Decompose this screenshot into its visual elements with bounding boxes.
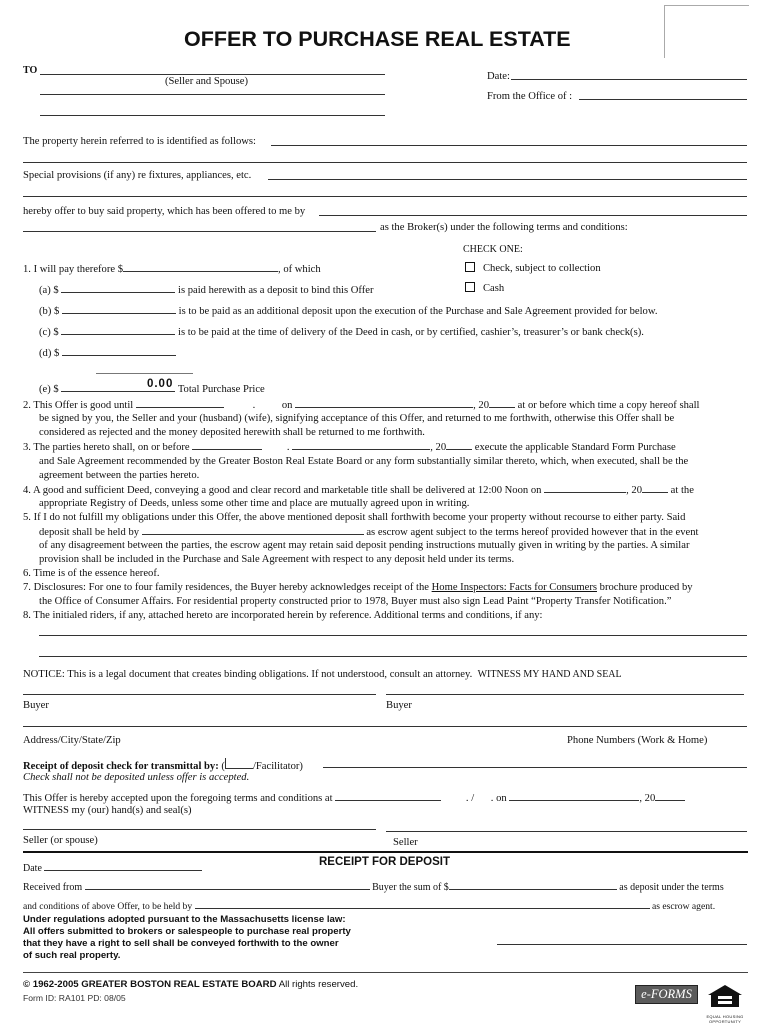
payment-a-row: [39, 283, 373, 297]
term-4-line-2: appropriate Registry of Deeds, unless some other time and place are mutually agreed upon in writing.: [39, 498, 470, 509]
check-collection-label: Check, subject to collection: [482, 263, 601, 274]
facilitator-label: /Facilitator): [252, 761, 303, 772]
term-4-year-prefix: , 20: [626, 485, 642, 496]
rights-label: All rights reserved.: [278, 979, 359, 990]
term-5-tail: as escrow agent subject to the terms hereof provided however that in the event: [366, 527, 699, 538]
deed-date-field[interactable]: [544, 483, 626, 493]
as-deposit-label: as deposit under the terms: [619, 882, 724, 893]
payment-e-text: Total Purchase Price: [177, 384, 265, 395]
buyer-sum-label: Buyer the sum of $: [372, 882, 449, 893]
term-7-line-1: [23, 581, 693, 594]
good-until-date-field[interactable]: [295, 398, 473, 408]
eforms-label: e-FORMS: [641, 987, 692, 1001]
conditions-row: [23, 899, 715, 913]
to-label: TO: [23, 65, 38, 76]
accepted-on: . on: [490, 793, 507, 804]
accepted-slash: . /: [465, 793, 475, 804]
term-2-line-3: considered as rejected and the money deposited herewith shall be returned to me forthwith.: [39, 427, 425, 438]
copyright-label: © 1962-2005 GREATER BOSTON REAL ESTATE BOARD: [23, 979, 277, 990]
equal-housing-logo: [705, 983, 745, 1024]
received-from-row: [23, 880, 724, 894]
corner-mark: [664, 5, 749, 58]
equal-housing-label: EQUAL HOUSING OPPORTUNITY: [706, 1014, 744, 1024]
check-note: Check shall not be deposited unless offer is accepted.: [23, 772, 250, 783]
accepted-label: This Offer is hereby accepted upon the foregoing terms and conditions at: [23, 793, 333, 804]
ps-agreement-field[interactable]: [192, 440, 262, 450]
facilitator-field[interactable]: [225, 758, 253, 769]
seller-field-3[interactable]: [40, 115, 385, 116]
regulations-line-3: that they have a right to sell shall be conveyed forthwith to the owner: [23, 938, 339, 949]
form-id: Form ID: RA101 PD: 08/05: [23, 993, 126, 1003]
special-provisions-field-2[interactable]: [23, 196, 747, 197]
term-2-line-1: 2. This Offer is good until . on , 20 at or before which time a copy hereof shall: [23, 400, 700, 411]
payment-e-row: [39, 378, 265, 396]
accepted-date-field[interactable]: [509, 791, 639, 801]
term-3-line-3: agreement between the parties hereto.: [39, 470, 200, 481]
payment-b-label: (b) $: [39, 306, 60, 317]
payment-b-field[interactable]: [62, 304, 176, 314]
pay-therefore-label: 1. I will pay therefore $: [23, 264, 124, 275]
receipt-title: RECEIPT FOR DEPOSIT: [319, 856, 450, 868]
property-identified-label: The property herein referred to is identified as follows:: [23, 136, 256, 147]
accepted-row: [23, 791, 685, 805]
notice-label: NOTICE: This is a legal document that creates binding obligations. If not understood, consult an attorney.: [23, 669, 473, 680]
payment-a-text: is paid herewith as a deposit to bind this Offer: [178, 285, 374, 296]
subtotal-rule: [96, 373, 193, 374]
check-one-label: CHECK ONE:: [463, 244, 523, 255]
deed-year-field[interactable]: [642, 483, 668, 493]
term-5-line-4: provision shall be included in the Purchase and Sale Agreement with respect to any deposit held under its terms.: [39, 554, 515, 565]
buyer-2-label: Buyer: [386, 700, 412, 711]
received-from-label: Received from: [23, 882, 83, 893]
escrow-agent-field[interactable]: [195, 899, 650, 909]
address-label: Address/City/State/Zip: [23, 735, 121, 746]
term-2-line-2: be signed by you, the Seller and your (husband) (wife), signifying acceptance of this Offer, and returned to me forthwith, otherwise this Offer shall be: [39, 413, 675, 424]
copyright-row: [23, 979, 358, 990]
ps-agreement-year-field[interactable]: [446, 440, 472, 450]
term-3-line-1: 3. The parties hereto shall, on or before . , 20 execute the applicable Standard Form Purchase: [23, 442, 676, 453]
buyer-2-signature-field[interactable]: [386, 694, 744, 695]
term-5-label: deposit shall be held by: [39, 527, 140, 538]
payment-a-field[interactable]: [61, 283, 175, 293]
payment-a-label: (a) $: [39, 285, 59, 296]
regulations-line-2: All offers submitted to brokers or salespeople to purchase real property: [23, 926, 351, 937]
date-field[interactable]: [511, 79, 747, 80]
deposit-amount-field[interactable]: [449, 880, 617, 890]
good-until-field[interactable]: [136, 398, 224, 408]
receipt-signature-field[interactable]: [497, 944, 747, 945]
seller-spouse-signature-field[interactable]: [23, 829, 376, 830]
payment-d-label: (d) $: [39, 348, 60, 359]
payment-d-row: [39, 346, 176, 360]
term-2-tail: at or before which time a copy hereof shall: [517, 400, 700, 411]
equal-housing-icon: [705, 983, 745, 1009]
transmittal-field[interactable]: [323, 767, 747, 768]
total-price-value: 0.00: [146, 378, 174, 390]
cash-label: Cash: [482, 283, 505, 294]
received-from-field[interactable]: [85, 880, 370, 890]
term-7-tail: brochure produced by: [599, 582, 693, 593]
seller-caption: (Seller and Spouse): [165, 76, 248, 87]
term-4-line-1: [23, 483, 694, 497]
payment-b-text: is to be paid as an additional deposit upon the execution of the Purchase and Sale Agreement provided for below.: [178, 306, 658, 317]
accepted-year-prefix: , 20: [639, 793, 656, 804]
seller-field-2[interactable]: [40, 94, 385, 95]
seller-signature-field[interactable]: [386, 831, 747, 832]
seller-label: Seller: [393, 837, 418, 848]
term-2-label: 2. This Offer is good until: [23, 400, 134, 411]
term-7-line-2: the Office of Consumer Affairs. For residential property constructed prior to 1978, Buyer must also sign Lead Paint “Property Transfer Notification.”: [39, 596, 672, 607]
offered-by-field[interactable]: [319, 215, 747, 216]
witness-our-label: WITNESS my (our) hand(s) and seal(s): [23, 805, 192, 816]
hereby-offer-label: hereby offer to buy said property, which has been offered to me by: [23, 206, 306, 217]
of-which-label: , of which: [278, 264, 321, 275]
eforms-logo: [635, 985, 698, 1004]
term-5-line-3: of any disagreement between the parties, the escrow agent may retain said deposit pending instructions mutually given in writing by the parties. A similar: [39, 540, 690, 551]
buyer-1-label: Buyer: [23, 700, 49, 711]
property-field[interactable]: [271, 145, 747, 146]
seller-spouse-label: Seller (or spouse): [23, 835, 98, 846]
payment-d-field[interactable]: [62, 346, 176, 356]
term-4-label: 4. A good and sufficient Deed, conveying a good and clear record and marketable title shall be delivered at 12:00 Noon on: [23, 485, 542, 496]
term-5-line-2: [39, 525, 698, 539]
special-provisions-field[interactable]: [268, 179, 747, 180]
pay-therefore: [23, 262, 321, 276]
office-label: From the Office of :: [487, 91, 573, 102]
good-until-year-field[interactable]: [489, 398, 515, 408]
term-5-line-1: 5. If I do not fulfill my obligations under this Offer, the above mentioned deposit shall forthwith become your property without recourse to either party. Said: [23, 512, 686, 523]
term-3-line-2: and Sale Agreement recommended by the Greater Boston Real Estate Board or any form substantially similar thereto, which, when executed, shall be the: [39, 456, 689, 467]
term-7-label: 7. Disclosures: For one to four family residences, the Buyer hereby acknowledges receipt of the: [23, 582, 429, 593]
receipt-date-field[interactable]: [44, 861, 202, 871]
purchase-price-field[interactable]: [123, 262, 278, 272]
buyer-1-signature-field[interactable]: [23, 694, 376, 695]
term-3-tail: execute the applicable Standard Form Purchase: [474, 442, 676, 453]
broker-field[interactable]: [23, 231, 376, 232]
home-inspectors-brochure-link[interactable]: Home Inspectors: Facts for Consumers: [431, 582, 597, 593]
regulations-line-1: Under regulations adopted pursuant to the Massachusetts license law:: [23, 914, 346, 925]
payment-b-row: [39, 304, 657, 318]
accepted-year-field[interactable]: [655, 791, 685, 801]
payment-c-field[interactable]: [61, 325, 175, 335]
additional-terms-field-1[interactable]: [39, 635, 747, 636]
office-field[interactable]: [579, 99, 747, 100]
escrow-agent-label: as escrow agent.: [651, 901, 716, 912]
check-collection-checkbox[interactable]: [465, 262, 475, 272]
term-3-year-prefix: , 20: [430, 442, 447, 453]
footer-divider: [23, 972, 748, 973]
cash-option[interactable]: [465, 282, 504, 295]
term-2-on: on: [281, 400, 293, 411]
total-price-field[interactable]: [61, 378, 175, 392]
payment-e-label: (e) $: [39, 384, 59, 395]
address-field[interactable]: [23, 726, 747, 727]
regulations-line-4: of such real property.: [23, 950, 121, 961]
receipt-date-label: Date: [23, 863, 42, 874]
witness-hand-seal: WITNESS MY HAND AND SEAL: [477, 669, 622, 680]
receipt-date-row: [23, 861, 202, 875]
additional-terms-field-2[interactable]: [39, 656, 747, 657]
escrow-holder-field[interactable]: [142, 525, 364, 535]
term-6: 6. Time is of the essence hereof.: [23, 568, 160, 579]
payment-c-row: [39, 325, 644, 339]
term-3-label: 3. The parties hereto shall, on or before: [23, 442, 190, 453]
payment-c-text: is to be paid at the time of delivery of the Deed in cash, or by certified, cashier’s, treasurer’s or bank check(s).: [178, 327, 644, 338]
accepted-time-field[interactable]: [335, 791, 441, 801]
check-collection-option[interactable]: [465, 262, 601, 275]
cash-checkbox[interactable]: [465, 282, 475, 292]
term-8: 8. The initialed riders, if any, attached hereto are incorporated herein by reference. Additional terms and conditions, if any:: [23, 610, 543, 621]
payment-c-label: (c) $: [39, 327, 59, 338]
broker-label: as the Broker(s) under the following terms and conditions:: [380, 222, 628, 233]
facilitator-paren: (: [221, 761, 225, 772]
ps-agreement-date-field[interactable]: [292, 440, 430, 450]
term-2-year-prefix: , 20: [473, 400, 490, 411]
date-label: Date:: [487, 71, 510, 82]
receipt-transmittal-label: Receipt of deposit check for transmittal by:: [23, 761, 219, 772]
special-provisions-label: Special provisions (if any) re fixtures, appliances, etc.: [23, 170, 252, 181]
phone-label: Phone Numbers (Work & Home): [567, 735, 708, 746]
page-title: OFFER TO PURCHASE REAL ESTATE: [184, 27, 571, 51]
receipt-divider: [23, 851, 748, 853]
notice-text: [23, 668, 622, 681]
term-4-tail: at the: [670, 485, 694, 496]
conditions-label: and conditions of above Offer, to be held by: [23, 901, 193, 912]
property-field-2[interactable]: [23, 162, 747, 163]
